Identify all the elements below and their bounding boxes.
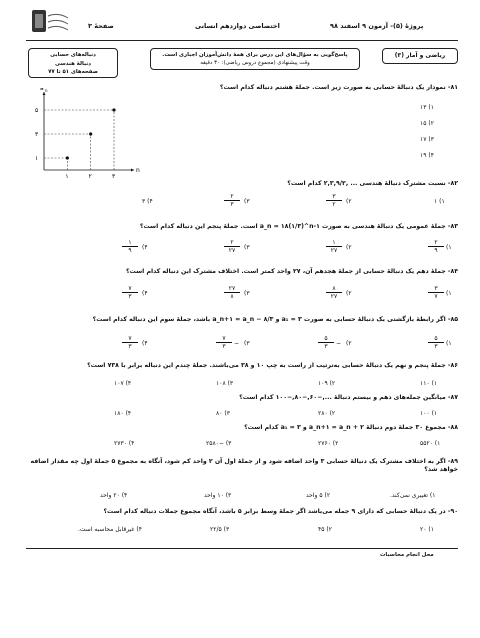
q81-option-3[interactable]: ۳) ۱۷ xyxy=(420,136,434,143)
question-90: ۹۰- در یک دنبالهٔ حسابی که دارای ۹ جمله می‌باشد اگر جملهٔ وسط برابر ۵ باشد، آنگاه مجموع جملات دنباله کدام است؟ xyxy=(103,508,458,515)
q84-option-3-fraction: ۲۷ ۸ xyxy=(224,285,240,300)
publisher-logo-icon xyxy=(28,8,72,36)
q83-option-1-label[interactable]: ۱) xyxy=(446,244,452,251)
q84-option-2-label[interactable]: ۲) xyxy=(346,290,352,297)
question-86: ۸۶- جملهٔ پنجم و نهم یک دنبالهٔ حسابی به‌ترتیب از راست به چپ ۱۰ و ۳۸ می‌باشند. جملهٔ چندم این دنباله برابر با ۷۳۸ است؟ xyxy=(87,362,458,369)
q87-option-3[interactable]: ۳) ۸۰ xyxy=(216,410,230,417)
q82-option-2-fraction: ۳ ۲ xyxy=(326,193,342,208)
data-point xyxy=(89,132,92,135)
calculation-area-label: محل انجام محاسبات xyxy=(380,552,434,558)
q89-option-1[interactable]: ۱) تغییری نمی‌کند. xyxy=(390,492,436,499)
q88-option-2[interactable]: ۲) ۲۷۶۰ xyxy=(318,440,339,447)
question-84: ۸۴- جملهٔ دهم یک دنبالهٔ حسابی از جملهٔ هجدهم آن، ۲۷ واحد کمتر است. اختلاف مشترک این دنباله کدام است؟ xyxy=(125,268,458,275)
q87-option-1[interactable]: ۱) ۱۰۰ xyxy=(420,410,438,417)
q89-option-2[interactable]: ۲) ۵ واحد xyxy=(306,492,331,499)
exam-title: پروژهٔ (۵)- آزمون ۹ اسفند ۹۸ xyxy=(330,22,424,30)
q90-option-2[interactable]: ۲) ۴۵ xyxy=(318,526,332,533)
question-82: ۸۲- نسبت مشترک دنبالهٔ هندسی ... ,۲,۳,۹/۲ کدام است؟ xyxy=(287,180,458,187)
q90-option-1[interactable]: ۱) ۲۰ xyxy=(420,526,434,533)
q85-option-1-label[interactable]: ۱) xyxy=(446,340,452,347)
q85-option-1-fraction: ۵ ۳ xyxy=(428,335,444,350)
question-88: ۸۸- مجموع ۳۰ جملهٔ دوم دنبالهٔ a_n+۱ = a_n + ۲ و a₁ = ۳ کدام است؟ xyxy=(244,424,458,431)
footer-divider xyxy=(26,548,458,549)
x-axis-label: n xyxy=(136,167,140,174)
q90-option-3[interactable]: ۳) ۲۲/۵ xyxy=(210,526,230,533)
q82-option-2-label[interactable]: ۲) xyxy=(346,198,352,205)
q90-option-4[interactable]: ۴) غیرقابل محاسبه است. xyxy=(78,526,142,533)
q83-option-4-fraction: ۱ ۹ xyxy=(122,239,138,254)
q81-option-1[interactable]: ۱) ۱۳ xyxy=(420,104,434,111)
data-point xyxy=(66,156,69,159)
question-81: ۸۱- نمودار یک دنبالهٔ حسابی به صورت زیر است. جملهٔ هشتم دنباله کدام است؟ xyxy=(219,84,458,91)
q84-option-2-fraction: ۸ ۲۷ xyxy=(326,285,342,300)
q86-option-1[interactable]: ۱) ۱۱۰ xyxy=(420,380,438,387)
notice-line2: وقت پیشنهادی (مجموع دروس ریاضی): ۳۰ دقیقه xyxy=(200,60,310,66)
y-axis-label-subscript: n xyxy=(45,88,48,93)
q84-option-1-fraction: ۳ ۷ xyxy=(428,285,444,300)
page-label: صفحهٔ ۳ xyxy=(88,22,114,30)
q88-option-4[interactable]: ۴) ۲۷۳۰ xyxy=(114,440,135,447)
topic-line1: دنباله‌های حسابی xyxy=(50,52,96,58)
q83-option-3-label[interactable]: ۳) xyxy=(244,244,250,251)
q84-option-3-label[interactable]: ۳) xyxy=(244,290,250,297)
topic-box xyxy=(28,48,118,78)
data-point xyxy=(112,108,115,111)
q88-option-3[interactable]: ۳) −۲۵۸۰ xyxy=(206,440,232,447)
q85-option-4-fraction: ۷ ۳ xyxy=(122,335,138,350)
subject-box: ریاضی و آمار (۳) xyxy=(382,48,458,64)
grade-title: اختصاصی دوازدهم انسانی xyxy=(195,22,280,30)
q88-option-1[interactable]: ۱) ۵۵۲۰ xyxy=(420,440,441,447)
question-85: ۸۵- اگر رابطهٔ بازگشتی یک دنبالهٔ حسابی به صورت a₁ = ۳ و a_n+۱ = a_n − ۸/۳ باشد، جملهٔ سوم این دنباله کدام است؟ xyxy=(92,316,458,323)
q82-option-4[interactable]: ۴) ۳ xyxy=(142,198,153,205)
notice-box xyxy=(150,48,360,70)
q87-option-4[interactable]: ۴) ۱۸۰ xyxy=(114,410,132,417)
q86-option-3[interactable]: ۳) ۱۰۸ xyxy=(216,380,234,387)
topic-line2: دنبالهٔ هندسی xyxy=(55,60,91,67)
q85-option-3-sign: − xyxy=(234,340,240,347)
q83-option-2-fraction: ۱ ۲۷ xyxy=(326,239,342,254)
question-89: ۸۹- اگر به اختلاف مشترک یک دنبالهٔ حسابی ۳ واحد اضافه شود و از جملهٔ اول آن ۲ واحد کم شود، آنگاه به مجموع ۵ جملهٔ اول چه مقدار اضافه خواهد شد؟ xyxy=(30,458,458,473)
x-tick-label: ۱ xyxy=(65,173,69,180)
question-83: ۸۳- جملهٔ عمومی یک دنبالهٔ هندسی به صورت a_n = ۱۸(۱/۳)^n-۱ است. جملهٔ پنجم این دنباله کدام است؟ xyxy=(139,223,458,230)
q85-option-2-fraction: ۵ ۳ xyxy=(318,335,334,350)
q87-option-2[interactable]: ۲) ۲۸۰ xyxy=(318,410,336,417)
x-tick-label: ۳ xyxy=(112,173,116,180)
q84-option-1-label[interactable]: ۱) xyxy=(446,290,452,297)
q84-option-4-label[interactable]: ۴) xyxy=(142,290,148,297)
q85-option-2-label[interactable]: ۲) xyxy=(346,340,352,347)
q85-option-2-sign: − xyxy=(336,340,342,347)
q84-option-4-fraction: ۷ ۳ xyxy=(122,285,138,300)
y-axis-label: a xyxy=(40,88,44,92)
header-divider xyxy=(26,40,458,41)
q85-option-3-fraction: ۷ ۳ xyxy=(216,335,232,350)
q89-option-4[interactable]: ۴) ۲۰ واحد xyxy=(100,492,128,499)
sequence-plot xyxy=(26,88,146,180)
q83-option-2-label[interactable]: ۲) xyxy=(346,244,352,251)
q81-option-4[interactable]: ۴) ۱۹ xyxy=(420,152,434,159)
topic-line3: صفحه‌های ۵۱ تا ۷۷ xyxy=(48,69,98,75)
notice-line1: پاسخ‌گویی به سؤال‌های این درس برای همهٔ دانش‌آموزان اجباری است. xyxy=(162,52,348,58)
q85-option-4-label[interactable]: ۴) xyxy=(142,340,148,347)
y-tick-label: ۱ xyxy=(35,155,39,162)
q86-option-4[interactable]: ۴) ۱۰۷ xyxy=(114,380,132,387)
q83-option-3-fraction: ۲ ۲۷ xyxy=(224,239,240,254)
q85-option-3-label[interactable]: ۳) xyxy=(244,340,250,347)
q83-option-1-fraction: ۲ ۹ xyxy=(428,239,444,254)
x-axis-arrow-icon xyxy=(131,169,134,172)
q82-option-1[interactable]: ۱) ۱ xyxy=(434,198,445,205)
q81-option-2[interactable]: ۲) ۱۵ xyxy=(420,120,434,127)
q89-option-3[interactable]: ۳) ۱۰ واحد xyxy=(204,492,232,499)
q82-option-3-label[interactable]: ۳) xyxy=(244,198,250,205)
y-tick-label: ۳ xyxy=(35,131,39,138)
q82-option-3-fraction: ۲ ۳ xyxy=(224,193,240,208)
x-tick-label: ۲ xyxy=(88,173,92,180)
q86-option-2[interactable]: ۲) ۱۰۹ xyxy=(318,380,336,387)
q83-option-4-label[interactable]: ۴) xyxy=(142,244,148,251)
question-87: ۸۷- میانگین جمله‌های دهم و بیستم دنبالهٔ ...,−۶۰,−۸۰,−۱۰۰ کدام است؟ xyxy=(239,394,458,401)
y-tick-label: ۵ xyxy=(35,107,39,114)
